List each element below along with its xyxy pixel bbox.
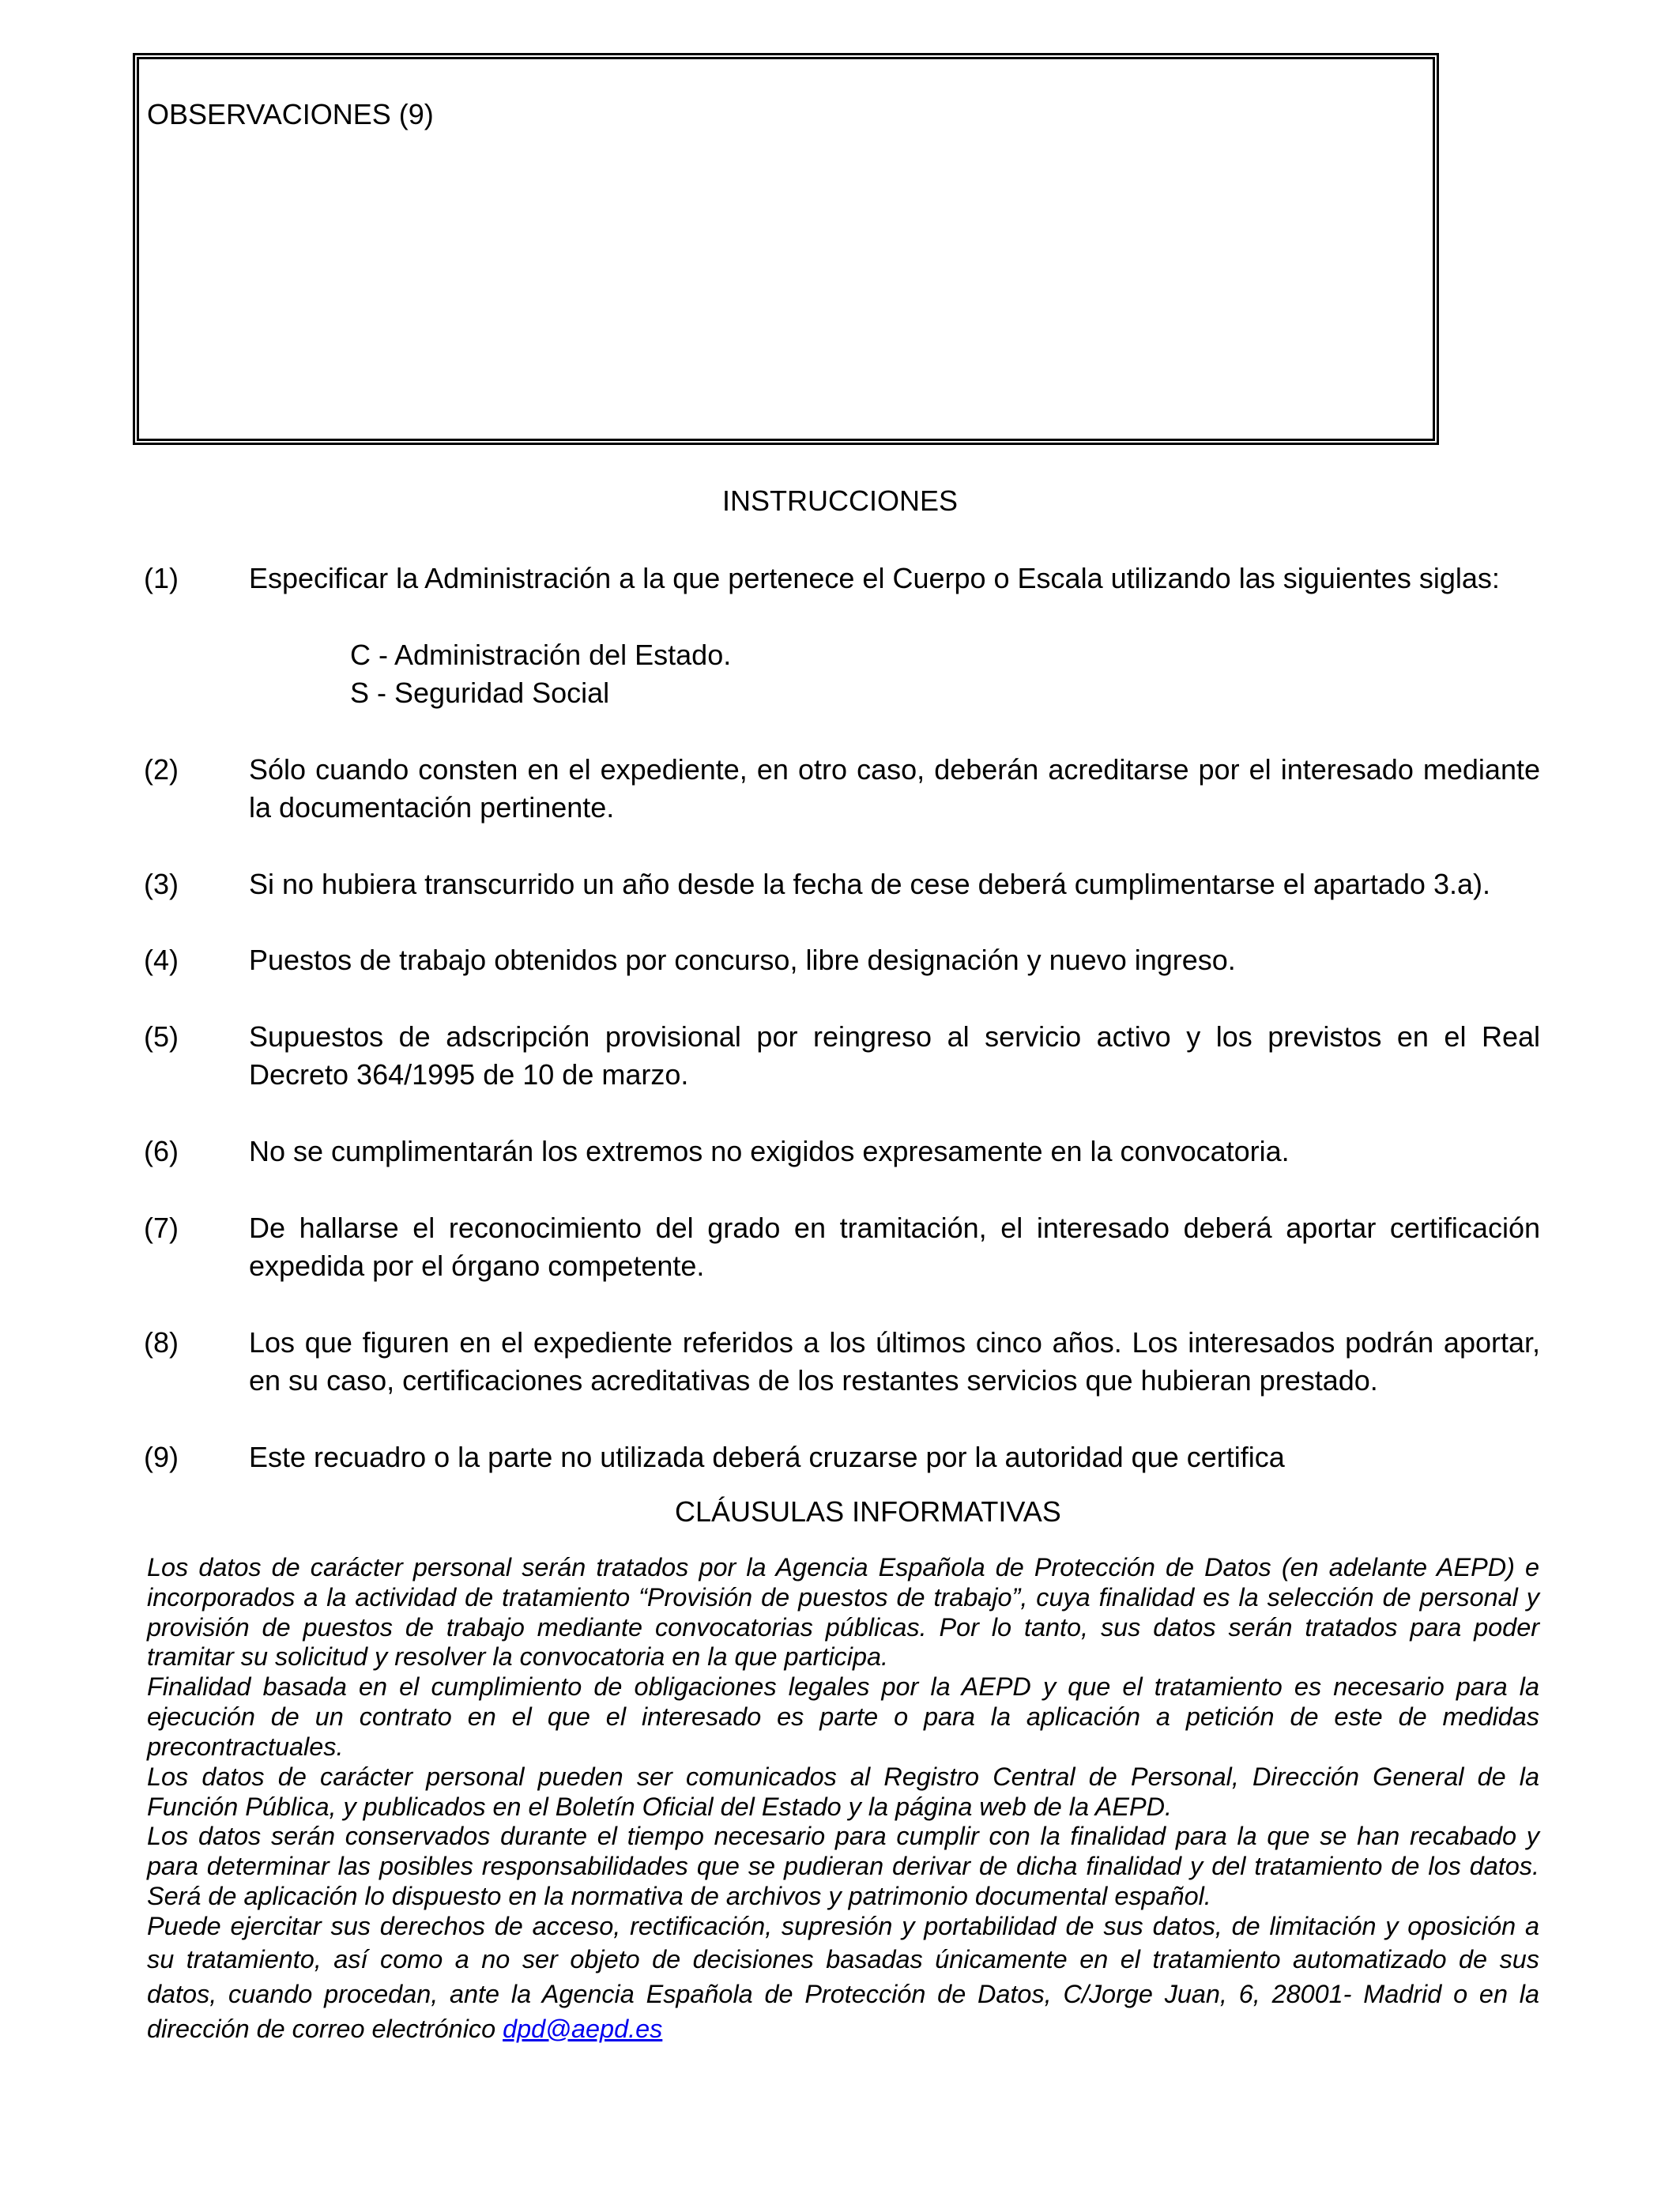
sigla-item: S - Seguridad Social: [350, 677, 610, 710]
instruction-line: Sólo cuando consten en el expediente, en otro caso, deberán acreditarse por el interesado mediante: [249, 752, 1540, 786]
dpd-email-link[interactable]: dpd@aepd.es: [503, 2014, 663, 2043]
instruction-number: (2): [144, 752, 179, 786]
contact-prefix: dirección de correo electrónico: [147, 2014, 496, 2043]
sigla-item: C - Administración del Estado.: [350, 638, 732, 671]
clausula-line: datos, cuando procedan, ante la Agencia Española de Protección de Datos, C/Jorge Juan, 6, 28001- Madrid o en la: [147, 1979, 1539, 2008]
clausula-line: Los datos de carácter personal serán tratados por la Agencia Española de Protección de Datos (en adelante AEPD) e: [147, 1553, 1539, 1581]
clausula-paragraph: [147, 1912, 1539, 2046]
instruction-line: Si no hubiera transcurrido un año desde la fecha de cese deberá cumplimentarse el apartado 3.a).: [249, 867, 1490, 900]
instruction-item: [144, 1209, 1540, 1286]
observaciones-label: OBSERVACIONES (9): [147, 98, 434, 130]
instruction-line: Especificar la Administración a la que pertenece el Cuerpo o Escala utilizando las siguientes siglas:: [249, 562, 1500, 594]
clausula-line: Puede ejercitar sus derechos de acceso, rectificación, supresión y portabilidad de sus datos, de limitación y oposición a: [147, 1911, 1539, 1940]
clausula-line: su tratamiento, así como a no ser objeto de decisiones basadas únicamente en el tratamiento automatizado de sus: [147, 1944, 1539, 1973]
instruction-number: (8): [144, 1325, 179, 1359]
instruction-item: [144, 560, 1540, 712]
instruction-item: [144, 1018, 1540, 1095]
instruction-number: (9): [144, 1440, 179, 1473]
instruction-line: Supuestos de adscripción provisional por reingreso al servicio activo y los previstos en el Real: [249, 1020, 1540, 1054]
clausula-line: Finalidad basada en el cumplimiento de obligaciones legales por la AEPD y que el tratamiento es necesario para la: [147, 1672, 1539, 1702]
observaciones-box: [133, 53, 1439, 445]
instruction-number: (3): [144, 867, 179, 900]
instruction-item: [144, 865, 1540, 903]
instruction-line: expedida por el órgano competente.: [249, 1250, 705, 1283]
instruction-number: (4): [144, 944, 179, 977]
instruction-number: (5): [144, 1020, 179, 1054]
clausula-line: Será de aplicación lo dispuesto en la normativa de archivos y patrimonio documental español.: [147, 1882, 1211, 1911]
clausula-line: Función Pública, y publicados en el Boletín Oficial del Estado y la página web de la AEPD.: [147, 1792, 1172, 1821]
instruction-line: Este recuadro o la parte no utilizada deberá cruzarse por la autoridad que certifica: [249, 1440, 1285, 1473]
clausula-paragraph: [147, 1672, 1539, 1762]
instruction-line: Los que figuren en el expediente referidos a los últimos cinco años. Los interesados podrán aportar,: [249, 1325, 1540, 1359]
instruction-item: [144, 751, 1540, 827]
clausula-line: provisión de puestos de trabajo mediante convocatorias públicas. Por lo tanto, sus datos serán tratados para poder: [147, 1612, 1539, 1642]
instruction-item: [144, 1438, 1540, 1476]
instruction-line: en su caso, certificaciones acreditativas de los restantes servicios que hubieran prestado.: [249, 1364, 1378, 1397]
clausula-paragraph: [147, 1553, 1539, 1672]
instruction-number: (7): [144, 1211, 179, 1244]
instruction-number: (1): [144, 562, 179, 594]
instruction-line: Decreto 364/1995 de 10 de marzo.: [249, 1058, 689, 1091]
clausulas-title: CLÁUSULAS INFORMATIVAS: [675, 1495, 1061, 1528]
instrucciones-title: INSTRUCCIONES: [722, 484, 959, 517]
instruction-line: No se cumplimentarán los extremos no exigidos expresamente en la convocatoria.: [249, 1135, 1290, 1168]
instruction-number: (6): [144, 1135, 179, 1168]
clausula-line: incorporados a la actividad de tratamiento “Provisión de puestos de trabajo”, cuya finalidad es la selección de personal y: [147, 1582, 1539, 1612]
siglas-list: [249, 636, 1540, 713]
clausula-line: para determinar las posibles responsabilidades que se pudieran derivar de dicha finalidad y del tratamiento de los datos.: [147, 1852, 1539, 1881]
instruction-line: la documentación pertinente.: [249, 791, 615, 824]
clausula-line: Los datos de carácter personal pueden ser comunicados al Registro Central de Personal, Dirección General de la: [147, 1762, 1539, 1791]
contact-line: [147, 2011, 1539, 2046]
clausula-paragraph: [147, 1822, 1539, 1911]
instruction-item: [144, 1133, 1540, 1171]
instruction-line: De hallarse el reconocimiento del grado en tramitación, el interesado deberá aportar certificación: [249, 1211, 1540, 1244]
clausula-line: precontractuales.: [147, 1732, 344, 1761]
instrucciones-list: [144, 560, 1540, 1476]
instruction-item: [144, 941, 1540, 979]
instruction-line: Puestos de trabajo obtenidos por concurso, libre designación y nuevo ingreso.: [249, 944, 1236, 977]
clausulas-text: [147, 1553, 1539, 2046]
clausula-line: ejecución de un contrato en el que el interesado es parte o para la aplicación a petición de este de medidas: [147, 1702, 1539, 1732]
clausula-paragraph: [147, 1762, 1539, 1823]
instruction-item: [144, 1324, 1540, 1400]
clausula-line: Los datos serán conservados durante el tiempo necesario para cumplir con la finalidad para la que se han recabado y: [147, 1822, 1539, 1851]
clausula-line: tramitar su solicitud y resolver la convocatoria en la que participa.: [147, 1642, 888, 1672]
